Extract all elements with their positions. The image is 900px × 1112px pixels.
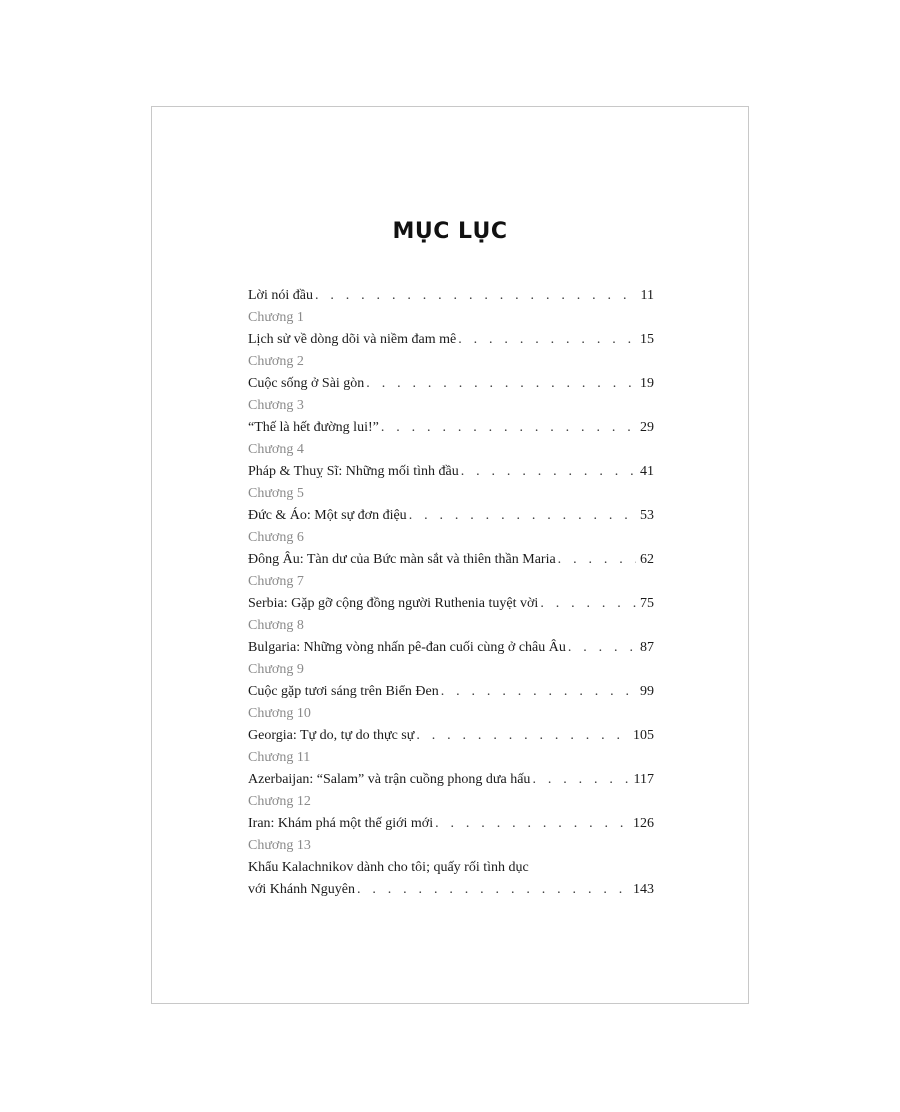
toc-entry: [248, 417, 654, 439]
dot-leader: [416, 725, 629, 747]
toc-entry-preface: [248, 285, 654, 307]
toc-entry: [248, 373, 654, 395]
toc-chapter-label: Chương 5: [248, 486, 304, 501]
toc-entry: [248, 461, 654, 483]
toc-page-number: 15: [640, 332, 654, 347]
toc-chapter-label: Chương 4: [248, 442, 304, 457]
table-of-contents: [248, 285, 654, 901]
toc-chapter-label: Chương 8: [248, 618, 304, 633]
page-title: MỤC LỤC: [392, 219, 508, 244]
toc-chapter-label: Chương 11: [248, 750, 311, 765]
toc-chapter-label: Chương 13: [248, 838, 311, 853]
toc-page-number: 53: [640, 508, 654, 523]
toc-page-number: 99: [640, 684, 654, 699]
toc-entry-title: Đức & Áo: Một sự đơn điệu: [248, 508, 407, 523]
toc-entry-title-line1: Khẩu Kalachnikov dành cho tôi; quấy rối tình dục: [248, 860, 529, 875]
toc-entry-title: Georgia: Tự do, tự do thực sự: [248, 728, 415, 743]
toc-entry: [248, 505, 654, 527]
dot-leader: [315, 285, 637, 307]
toc-chapter-label: Chương 12: [248, 794, 311, 809]
toc-page-number: 87: [640, 640, 654, 655]
dot-leader: [540, 593, 636, 615]
dot-leader: [558, 549, 636, 571]
dot-leader: [441, 681, 636, 703]
toc-entry-title: Lịch sử về dòng dõi và niềm đam mê: [248, 332, 457, 347]
toc-entry-title: Serbia: Gặp gỡ cộng đồng người Ruthenia tuyệt vời: [248, 596, 539, 611]
toc-entry-title: “Thế là hết đường lui!”: [248, 420, 379, 435]
toc-entry-title: Azerbaijan: “Salam” và trận cuồng phong dưa hấu: [248, 772, 531, 787]
toc-page-number: 41: [640, 464, 654, 479]
toc-chapter-label: Chương 1: [248, 310, 304, 325]
toc-entry: [248, 637, 654, 659]
toc-page-number: 126: [633, 816, 654, 831]
toc-entry-title: Pháp & Thuỵ Sĩ: Những mối tình đầu: [248, 464, 459, 479]
toc-chapter-label: Chương 10: [248, 706, 311, 721]
toc-entry: [248, 329, 654, 351]
dot-leader: [381, 417, 636, 439]
toc-chapter-label: Chương 2: [248, 354, 304, 369]
toc-entry: [248, 769, 654, 791]
toc-entry: [248, 549, 654, 571]
toc-entry-title: Lời nói đầu: [248, 288, 313, 303]
toc-entry-title: Iran: Khám phá một thế giới mới: [248, 816, 434, 831]
toc-entry-title-line2: với Khánh Nguyên: [248, 882, 355, 897]
toc-entry-title: Cuộc gặp tươi sáng trên Biển Đen: [248, 684, 439, 699]
dot-leader: [409, 505, 636, 527]
dot-leader: [458, 329, 636, 351]
toc-page-number: 117: [633, 772, 654, 787]
toc-entry: [248, 725, 654, 747]
dot-leader: [357, 879, 629, 901]
toc-page-number: 11: [640, 288, 654, 303]
toc-chapter-label: Chương 6: [248, 530, 304, 545]
toc-entry-title: Bulgaria: Những vòng nhấn pê-đan cuối cùng ở châu Âu: [248, 640, 566, 655]
toc-entry: [248, 681, 654, 703]
toc-page-number: 19: [640, 376, 654, 391]
toc-page-number: 75: [640, 596, 654, 611]
toc-entry-title: Đông Âu: Tàn dư của Bức màn sắt và thiên thần Maria: [248, 552, 556, 567]
dot-leader: [461, 461, 636, 483]
book-page: [151, 106, 749, 1004]
toc-chapter-label: Chương 7: [248, 574, 304, 589]
dot-leader: [532, 769, 629, 791]
dot-leader: [568, 637, 636, 659]
toc-page-number: 29: [640, 420, 654, 435]
toc-entry: [248, 813, 654, 835]
toc-chapter-label: Chương 9: [248, 662, 304, 677]
toc-entry: [248, 593, 654, 615]
toc-entry: [248, 879, 654, 901]
toc-page-number: 143: [633, 882, 654, 897]
toc-chapter-label: Chương 3: [248, 398, 304, 413]
dot-leader: [366, 373, 636, 395]
toc-page-number: 105: [633, 728, 654, 743]
toc-entry-title: Cuộc sống ở Sài gòn: [248, 376, 365, 391]
toc-page-number: 62: [640, 552, 654, 567]
dot-leader: [435, 813, 629, 835]
